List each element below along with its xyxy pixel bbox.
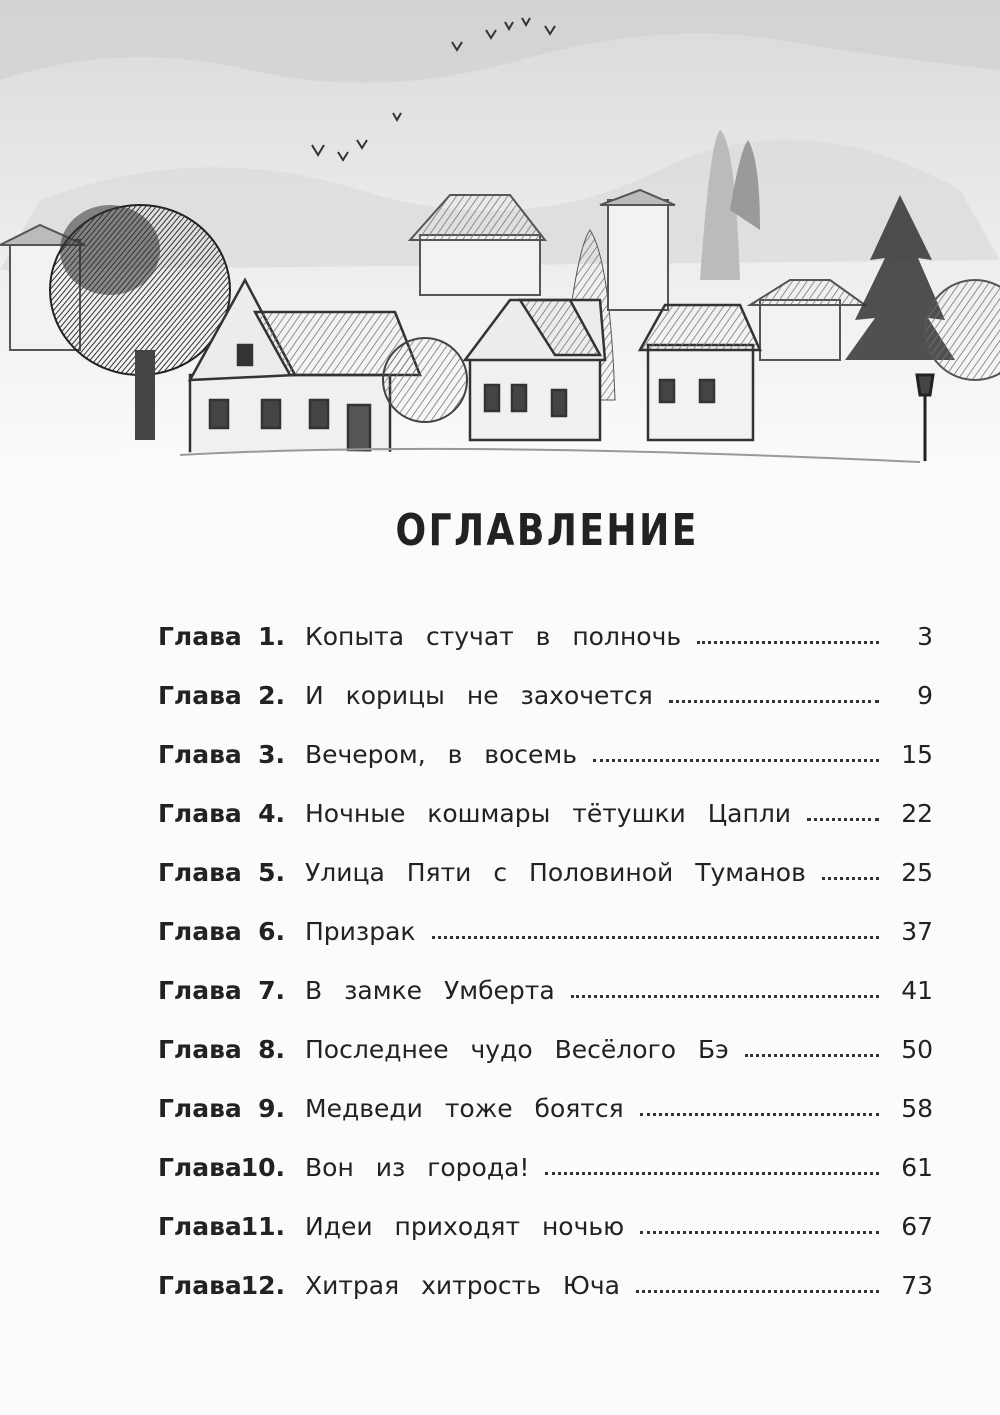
chapter-title: В замке Умберта <box>305 976 555 1005</box>
chapter-number: 9. <box>258 1094 285 1123</box>
page-number: 22 <box>901 799 933 828</box>
chapter-title: Ночные кошмары тётушки Цапли <box>305 799 792 828</box>
dot-leader <box>669 680 879 703</box>
chapter-word: Глава <box>158 976 242 1005</box>
toc-entry <box>158 1256 933 1315</box>
dot-leader <box>640 1211 879 1234</box>
toc-entry <box>158 1079 933 1138</box>
toc-entry <box>158 961 933 1020</box>
chapter-number: 2. <box>258 681 285 710</box>
chapter-word: Глава <box>158 1212 242 1241</box>
toc-entry <box>158 1020 933 1079</box>
chapter-title: Призрак <box>305 917 416 946</box>
chapter-title: Улица Пяти с Половиной Туманов <box>305 858 806 887</box>
page-number: 25 <box>901 858 933 887</box>
toc-entry <box>158 902 933 961</box>
table-of-contents <box>158 607 933 1315</box>
page-number: 15 <box>901 740 933 769</box>
dot-leader <box>822 857 879 880</box>
chapter-word: Глава <box>158 1094 242 1123</box>
toc-entry <box>158 1197 933 1256</box>
chapter-number: 6. <box>258 917 285 946</box>
page-number: 73 <box>901 1271 933 1300</box>
chapter-title: Медведи тоже боятся <box>305 1094 624 1123</box>
dot-leader <box>545 1152 879 1175</box>
chapter-number: 12. <box>240 1271 285 1300</box>
chapter-number: 7. <box>258 976 285 1005</box>
chapter-number: 11. <box>240 1212 285 1241</box>
toc-entry <box>158 607 933 666</box>
chapter-word: Глава <box>158 858 242 887</box>
chapter-word: Глава <box>158 1271 242 1300</box>
chapter-title: Хитрая хитрость Юча <box>305 1271 620 1300</box>
toc-entry <box>158 843 933 902</box>
chapter-title: Вечером, в восемь <box>305 740 578 769</box>
chapter-word: Глава <box>158 681 242 710</box>
chapter-word: Глава <box>158 799 242 828</box>
page-number: 50 <box>901 1035 933 1064</box>
chapter-number: 10. <box>240 1153 285 1182</box>
chapter-title: Вон из города! <box>305 1153 530 1182</box>
dot-leader <box>571 975 879 998</box>
dot-leader <box>432 916 880 939</box>
toc-entry <box>158 784 933 843</box>
toc-entry <box>158 666 933 725</box>
dot-leader <box>807 798 879 821</box>
chapter-number: 4. <box>258 799 285 828</box>
chapter-word: Глава <box>158 917 242 946</box>
chapter-word: Глава <box>158 1153 242 1182</box>
chapter-number: 1. <box>258 622 285 651</box>
page-number: 41 <box>901 976 933 1005</box>
chapter-word: Глава <box>158 622 242 651</box>
toc-entry <box>158 725 933 784</box>
toc-entry <box>158 1138 933 1197</box>
chapter-title: Копыта стучат в полночь <box>305 622 682 651</box>
dot-leader <box>636 1270 879 1293</box>
chapter-title: Идеи приходят ночью <box>305 1212 625 1241</box>
page-number: 61 <box>901 1153 933 1182</box>
page-number: 3 <box>917 622 933 651</box>
chapter-title: Последнее чудо Весёлого Бэ <box>305 1035 729 1064</box>
dot-leader <box>745 1034 879 1057</box>
page-number: 9 <box>917 681 933 710</box>
chapter-word: Глава <box>158 1035 242 1064</box>
chapter-number: 8. <box>258 1035 285 1064</box>
page-number: 58 <box>901 1094 933 1123</box>
chapter-title: И корицы не захочется <box>305 681 653 710</box>
chapter-number: 3. <box>258 740 285 769</box>
dot-leader <box>640 1093 879 1116</box>
chapter-word: Глава <box>158 740 242 769</box>
town-illustration <box>0 0 1000 500</box>
toc-heading: ОГЛАВЛЕНИЕ <box>395 505 699 556</box>
dot-leader <box>697 621 879 644</box>
page-number: 67 <box>901 1212 933 1241</box>
page-number: 37 <box>901 917 933 946</box>
chapter-number: 5. <box>258 858 285 887</box>
dot-leader <box>593 739 879 762</box>
right-house <box>640 305 760 440</box>
